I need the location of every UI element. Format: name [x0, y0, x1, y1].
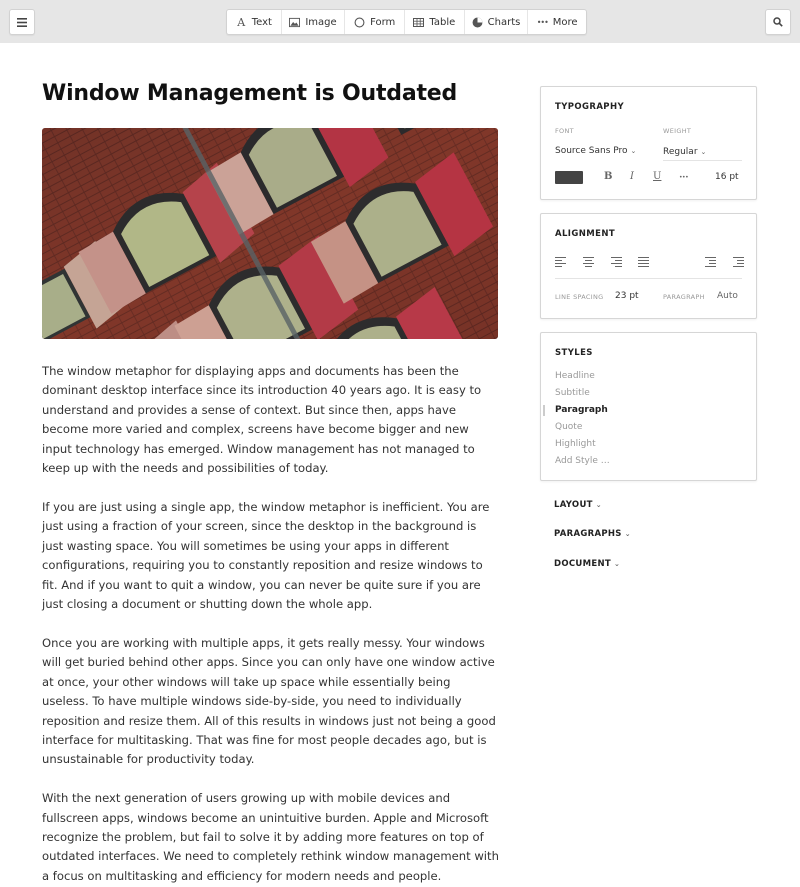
chevron-down-icon: ⌄ — [595, 501, 602, 509]
styles-panel — [540, 332, 757, 481]
indent-icon[interactable] — [733, 257, 744, 266]
weight-select[interactable] — [663, 139, 706, 158]
typography-title: TYPOGRAPHY — [555, 102, 625, 112]
paragraph-spacing-field[interactable]: Auto — [717, 291, 738, 301]
toolbar-charts-button[interactable] — [465, 10, 529, 34]
more-icon: ••• — [536, 17, 548, 27]
font-label: FONT — [555, 127, 574, 135]
hamburger-icon — [17, 18, 27, 27]
outdent-icon[interactable] — [705, 257, 716, 266]
typography-panel — [540, 86, 757, 200]
align-left-icon[interactable] — [555, 257, 566, 266]
chevron-down-icon: ⌄ — [614, 560, 621, 568]
image-icon — [289, 17, 300, 28]
underline-button[interactable]: U — [653, 171, 662, 182]
weight-value: Regular — [663, 147, 698, 157]
weight-label: WEIGHT — [663, 127, 692, 135]
toolbar-more-label: More — [552, 16, 578, 28]
document-section-toggle[interactable] — [554, 559, 620, 569]
align-center-icon[interactable] — [583, 257, 594, 266]
table-icon — [413, 17, 424, 28]
more-format-button[interactable]: ••• — [679, 174, 689, 181]
style-paragraph[interactable]: Paragraph — [555, 405, 608, 415]
active-style-indicator — [543, 405, 545, 416]
line-spacing-field[interactable]: 23 pt — [615, 291, 639, 301]
line-spacing-label: LINE SPACING — [555, 293, 604, 301]
toolbar-charts-label: Charts — [487, 16, 521, 28]
document-body[interactable] — [42, 78, 500, 886]
article-paragraphs[interactable] — [42, 362, 500, 886]
paragraphs-section-toggle[interactable] — [554, 529, 631, 539]
styles-title: STYLES — [555, 348, 593, 358]
hero-image-building-shutters[interactable] — [42, 128, 498, 339]
document-title[interactable]: Window Management is Outdated — [42, 81, 458, 106]
document-section-label: DOCUMENT — [554, 559, 611, 569]
paragraph[interactable]: With the next generation of users growing up with mobile devices and fullscreen apps, windows become an unintuitive burden. Apple and Microsoft recognize the problem, but fail to solve it by adding more features on top of outdated interfaces. We need to completely rethink window management with a focus on multitasking and efficiency for modern needs and people. — [42, 791, 499, 883]
charts-icon — [472, 17, 483, 28]
paragraphs-section-label: PARAGRAPHS — [554, 529, 622, 539]
chevron-down-icon: ⌄ — [700, 148, 707, 156]
align-justify-icon[interactable] — [638, 257, 649, 266]
divider — [663, 160, 742, 161]
search-icon — [773, 17, 783, 27]
chevron-down-icon: ⌄ — [624, 530, 631, 538]
layout-section-toggle[interactable] — [554, 500, 602, 510]
layout-section-label: LAYOUT — [554, 500, 593, 510]
toolbar-text-label: Text — [251, 16, 272, 28]
bold-button[interactable]: B — [604, 171, 613, 182]
paragraph-spacing-label: PARAGRAPH — [663, 293, 705, 301]
align-right-icon[interactable] — [611, 257, 622, 266]
toolbar-text-button[interactable] — [227, 10, 282, 34]
toolbar-table-label: Table — [429, 16, 456, 28]
toolbar-table-button[interactable] — [405, 10, 465, 34]
alignment-title: ALIGNMENT — [555, 229, 616, 239]
style-headline[interactable]: Headline — [555, 371, 595, 381]
form-icon — [354, 17, 365, 28]
add-style-button[interactable]: Add Style … — [555, 456, 610, 466]
style-quote[interactable]: Quote — [555, 422, 583, 432]
divider — [555, 278, 742, 279]
italic-button[interactable]: I — [630, 171, 634, 182]
toolbar-form-label: Form — [370, 16, 396, 28]
paragraph[interactable]: The window metaphor for displaying apps and documents has been the dominant desktop interface since its introduction 40 years ago. It is easy to understand and provides a sense of context. But since then, apps have become more varied and complex, screens have become bigger and new input technology has emerged. Window management has not managed to keep up with the needs and possibilities of today. — [42, 364, 482, 476]
toolbar-form-button[interactable] — [345, 10, 405, 34]
shutters-photo — [42, 128, 498, 339]
paragraph[interactable]: If you are just using a single app, the window metaphor is inefficient. You are just using a fraction of your screen, since the desktop in the background is just wasting space. You will sometimes be using your apps in different configurations, requiring you to constantly reposition and resize windows to fit. And if you want to quit a window, you can never be quite sure if you are just closing a document or shutting down the whole app. — [42, 499, 490, 611]
chevron-down-icon: ⌄ — [630, 147, 637, 155]
font-select[interactable] — [555, 138, 636, 157]
style-highlight[interactable]: Highlight — [555, 439, 596, 449]
toolbar-image-label: Image — [305, 16, 337, 28]
style-subtitle[interactable]: Subtitle — [555, 388, 590, 398]
search-button[interactable] — [765, 9, 791, 35]
toolbar-more-button[interactable] — [528, 10, 586, 34]
menu-button[interactable] — [9, 9, 35, 35]
insert-toolbar — [226, 9, 587, 35]
font-size-field[interactable]: 16 pt — [715, 172, 739, 182]
font-value: Source Sans Pro — [555, 146, 628, 156]
text-color-swatch[interactable] — [555, 171, 583, 184]
paragraph[interactable]: Once you are working with multiple apps, it gets really messy. Your windows will get buried behind other apps. Since you can only have one window active at once, your other windows will take up space while essentially being useless. To have multiple windows side-by-side, you need to individually reposition and resize them. All of this results in windows just not being a good interface for multitasking. That was fine for most people decades ago, but is unsustainable for productivity today. — [42, 635, 496, 767]
toolbar-image-button[interactable] — [282, 10, 346, 34]
top-bar — [0, 0, 800, 43]
alignment-panel — [540, 213, 757, 319]
text-icon: A — [237, 15, 246, 29]
